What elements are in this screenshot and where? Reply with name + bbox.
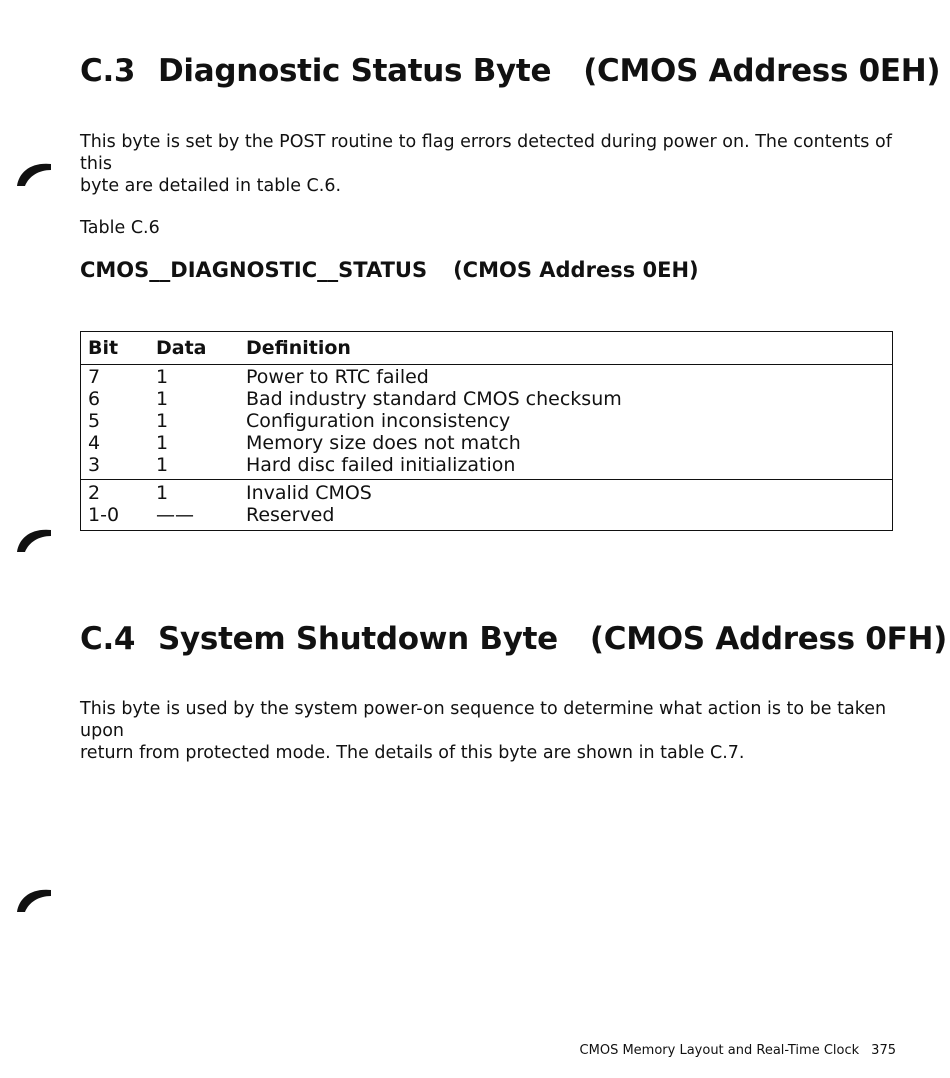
cell-definition: Power to RTC failed — [246, 366, 429, 388]
cell-data: —— — [156, 504, 194, 526]
cell-data: 1 — [156, 454, 169, 476]
section-c4-number: C.4 — [80, 621, 136, 657]
binder-hole-mark-icon — [15, 884, 55, 914]
cell-bit: 2 — [88, 482, 101, 504]
cell-definition: Hard disc failed initialization — [246, 454, 516, 476]
page-number: 375 — [871, 1043, 896, 1058]
cell-definition: Memory size does not match — [246, 432, 521, 454]
table-row — [81, 366, 892, 388]
table-row — [81, 504, 892, 526]
running-head: CMOS Memory Layout and Real-Time Clock — [579, 1043, 860, 1058]
cell-data: 1 — [156, 366, 169, 388]
cell-bit: 4 — [88, 432, 101, 454]
table-group-2 — [81, 480, 892, 530]
binder-hole-mark-icon — [15, 158, 55, 188]
cell-definition: Bad industry standard CMOS checksum — [246, 388, 622, 410]
table-title — [80, 256, 699, 284]
section-c3-heading — [80, 52, 940, 90]
table-header-row — [81, 332, 892, 365]
table-row — [81, 454, 892, 476]
section-c3-number: C.3 — [80, 53, 136, 89]
cell-data: 1 — [156, 432, 169, 454]
section-c3-line-1: This byte is set by the POST routine to flag errors detected during power on. The contents of this — [80, 132, 892, 174]
section-c3-address: (CMOS Address 0EH) — [583, 53, 941, 89]
table-row — [81, 482, 892, 504]
header-data: Data — [156, 337, 207, 359]
section-c4-address: (CMOS Address 0FH) — [589, 621, 947, 657]
section-c3-title: Diagnostic Status Byte — [158, 53, 552, 89]
section-c3-paragraph — [80, 131, 900, 197]
cell-bit: 7 — [88, 366, 101, 388]
cell-data: 1 — [156, 410, 169, 432]
header-definition: Definition — [246, 337, 351, 359]
table-row — [81, 432, 892, 454]
section-c4-line-2: return from protected mode. The details of this byte are shown in table C.7. — [80, 743, 745, 763]
section-c4-heading — [80, 620, 947, 658]
table-row — [81, 388, 892, 410]
diagnostic-status-table — [80, 331, 893, 531]
table-name: CMOS__DIAGNOSTIC__STATUS — [80, 258, 428, 282]
section-c4-line-1: This byte is used by the system power-on sequence to determine what action is to be taken upon — [80, 699, 887, 741]
cell-bit: 5 — [88, 410, 101, 432]
table-caption: Table C.6 — [80, 218, 160, 238]
cell-bit: 3 — [88, 454, 101, 476]
binder-hole-mark-icon — [15, 524, 55, 554]
header-bit: Bit — [88, 337, 119, 359]
page-footer — [580, 1043, 896, 1058]
section-c4-title: System Shutdown Byte — [158, 621, 558, 657]
cell-data: 1 — [156, 482, 169, 504]
table-address: (CMOS Address 0EH) — [453, 258, 699, 282]
cell-bit: 1-0 — [88, 504, 120, 526]
section-c3-line-2: byte are detailed in table C.6. — [80, 176, 342, 196]
table-group-1 — [81, 365, 892, 480]
section-c4-paragraph — [80, 698, 910, 764]
cell-definition: Configuration inconsistency — [246, 410, 511, 432]
cell-definition: Invalid CMOS — [246, 482, 372, 504]
cell-data: 1 — [156, 388, 169, 410]
cell-definition: Reserved — [246, 504, 335, 526]
cell-bit: 6 — [88, 388, 101, 410]
table-row — [81, 410, 892, 432]
